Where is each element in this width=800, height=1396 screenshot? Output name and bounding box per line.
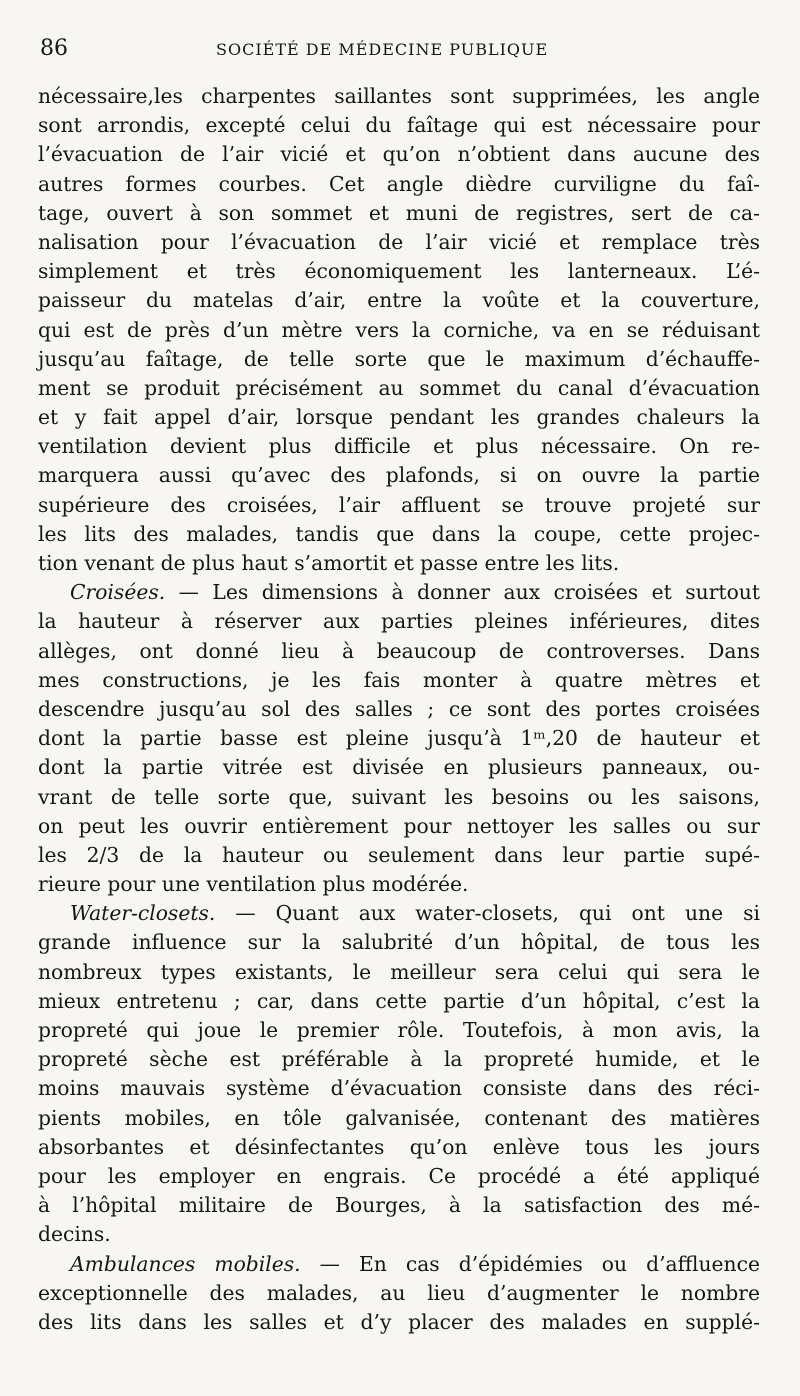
section-heading-croisees: Croisées.	[70, 580, 166, 605]
text-line: allèges, ont donné lieu à beaucoup de controverses. Dans	[38, 638, 760, 663]
text-line: vrant de telle sorte que, suivant les besoins ou les saisons,	[38, 784, 760, 809]
text-line: dont la partie vitrée est divisée en plusieurs panneaux, ou-	[38, 755, 760, 780]
text-line: mieux entretenu ; car, dans cette partie d’un hôpital, c’est la	[38, 988, 760, 1013]
text-line: à l’hôpital militaire de Bourges, à la satisfaction des mé-	[38, 1193, 760, 1218]
text-line: rieure pour une ventilation plus modérée.	[38, 872, 469, 897]
text-line: les lits des malades, tandis que dans la coupe, cette projec-	[38, 521, 760, 546]
text-line: pients mobiles, en tôle galvanisée, contenant des matières	[38, 1105, 760, 1130]
text-line: absorbantes et désinfectantes qu’on enlève tous les jours	[38, 1134, 760, 1159]
text-line: paisseur du matelas d’air, entre la voûte et la couverture,	[38, 288, 760, 313]
text-line: exceptionnelle des malades, au lieu d’augmenter le nombre	[38, 1280, 760, 1305]
text-line: l’évacuation de l’air vicié et qu’on n’obtient dans aucune des	[38, 142, 760, 167]
running-head: SOCIÉTÉ DE MÉDECINE PUBLIQUE	[216, 40, 549, 59]
paragraph-croisees-first-line	[38, 578, 760, 607]
text-line: sont arrondis, excepté celui du faîtage qui est nécessaire pour	[38, 113, 760, 138]
page-number: 86	[40, 36, 68, 61]
paragraph-ambulances-first-line	[38, 1250, 760, 1279]
text-line: supérieure des croisées, l’air affluent se trouve projeté sur	[38, 492, 760, 517]
text-line: des lits dans les salles et d’y placer des malades en supplé-	[38, 1309, 760, 1334]
section-heading-water-closets: Water-closets.	[70, 901, 216, 926]
text-line: marquera aussi qu’avec des plafonds, si on ouvre la partie	[38, 463, 760, 488]
text-line: les 2/3 de la hauteur ou seulement dans leur partie supé-	[38, 842, 760, 867]
text-line: nalisation pour l’évacuation de l’air vicié et remplace très	[38, 229, 760, 254]
text-run: — En cas d’épidémies ou d’affluence	[300, 1251, 760, 1276]
section-heading-ambulances-mobiles: Ambulances mobiles.	[70, 1251, 301, 1276]
text-line: nombreux types existants, le meilleur sera celui qui sera le	[38, 959, 760, 984]
text-run: — Les dimensions à donner aux croisées et surtout	[165, 580, 760, 605]
text-line: qui est de près d’un mètre vers la corniche, va en se réduisant	[38, 317, 760, 342]
text-line: tage, ouvert à son sommet et muni de registres, sert de ca-	[38, 200, 760, 225]
text-line: ment se produit précisément au sommet du canal d’évacuation	[38, 375, 760, 400]
text-line: tion venant de plus haut s’amortit et passe entre les lits.	[38, 551, 620, 575]
text-run: — Quant aux water-closets, qui ont une si	[215, 901, 760, 926]
text-line: descendre jusqu’au sol des salles ; ce sont des portes croisées	[38, 696, 760, 721]
text-line: moins mauvais système d’évacuation consiste dans des réci-	[38, 1076, 760, 1101]
text-line: jusqu’au faîtage, de telle sorte que le maximum d’échauffe-	[38, 346, 760, 371]
text-line: et y fait appel d’air, lorsque pendant les grandes chaleurs la	[38, 405, 760, 430]
text-line: autres formes courbes. Cet angle dièdre curviligne du faî-	[38, 171, 760, 196]
text-line: decins.	[38, 1222, 111, 1247]
text-line: dont la partie basse est pleine jusqu’à 1ᵐ,20 de hauteur et	[38, 726, 760, 751]
paragraph-water-closets-first-line	[38, 899, 760, 928]
text-line: ventilation devient plus difficile et plus nécessaire. On re-	[38, 434, 760, 459]
text-line: grande influence sur la salubrité d’un hôpital, de tous les	[38, 930, 760, 955]
text-line: la hauteur à réserver aux parties pleines inférieures, dites	[38, 609, 760, 634]
text-line: propreté qui joue le premier rôle. Toutefois, à mon avis, la	[38, 1018, 760, 1042]
page-header	[40, 30, 756, 70]
text-line: simplement et très économiquement les lanterneaux. L’é-	[38, 259, 760, 284]
text-line: nécessaire,les charpentes saillantes sont supprimées, les angle	[38, 84, 760, 108]
text-line: propreté sèche est préférable à la propreté humide, et le	[38, 1047, 760, 1072]
body-text	[38, 82, 760, 1337]
text-line: pour les employer en engrais. Ce procédé a été appliqué	[38, 1163, 760, 1188]
text-line: on peut les ouvrir entièrement pour nettoyer les salles ou sur	[38, 813, 760, 838]
text-line: mes constructions, je les fais monter à quatre mètres et	[38, 667, 760, 692]
